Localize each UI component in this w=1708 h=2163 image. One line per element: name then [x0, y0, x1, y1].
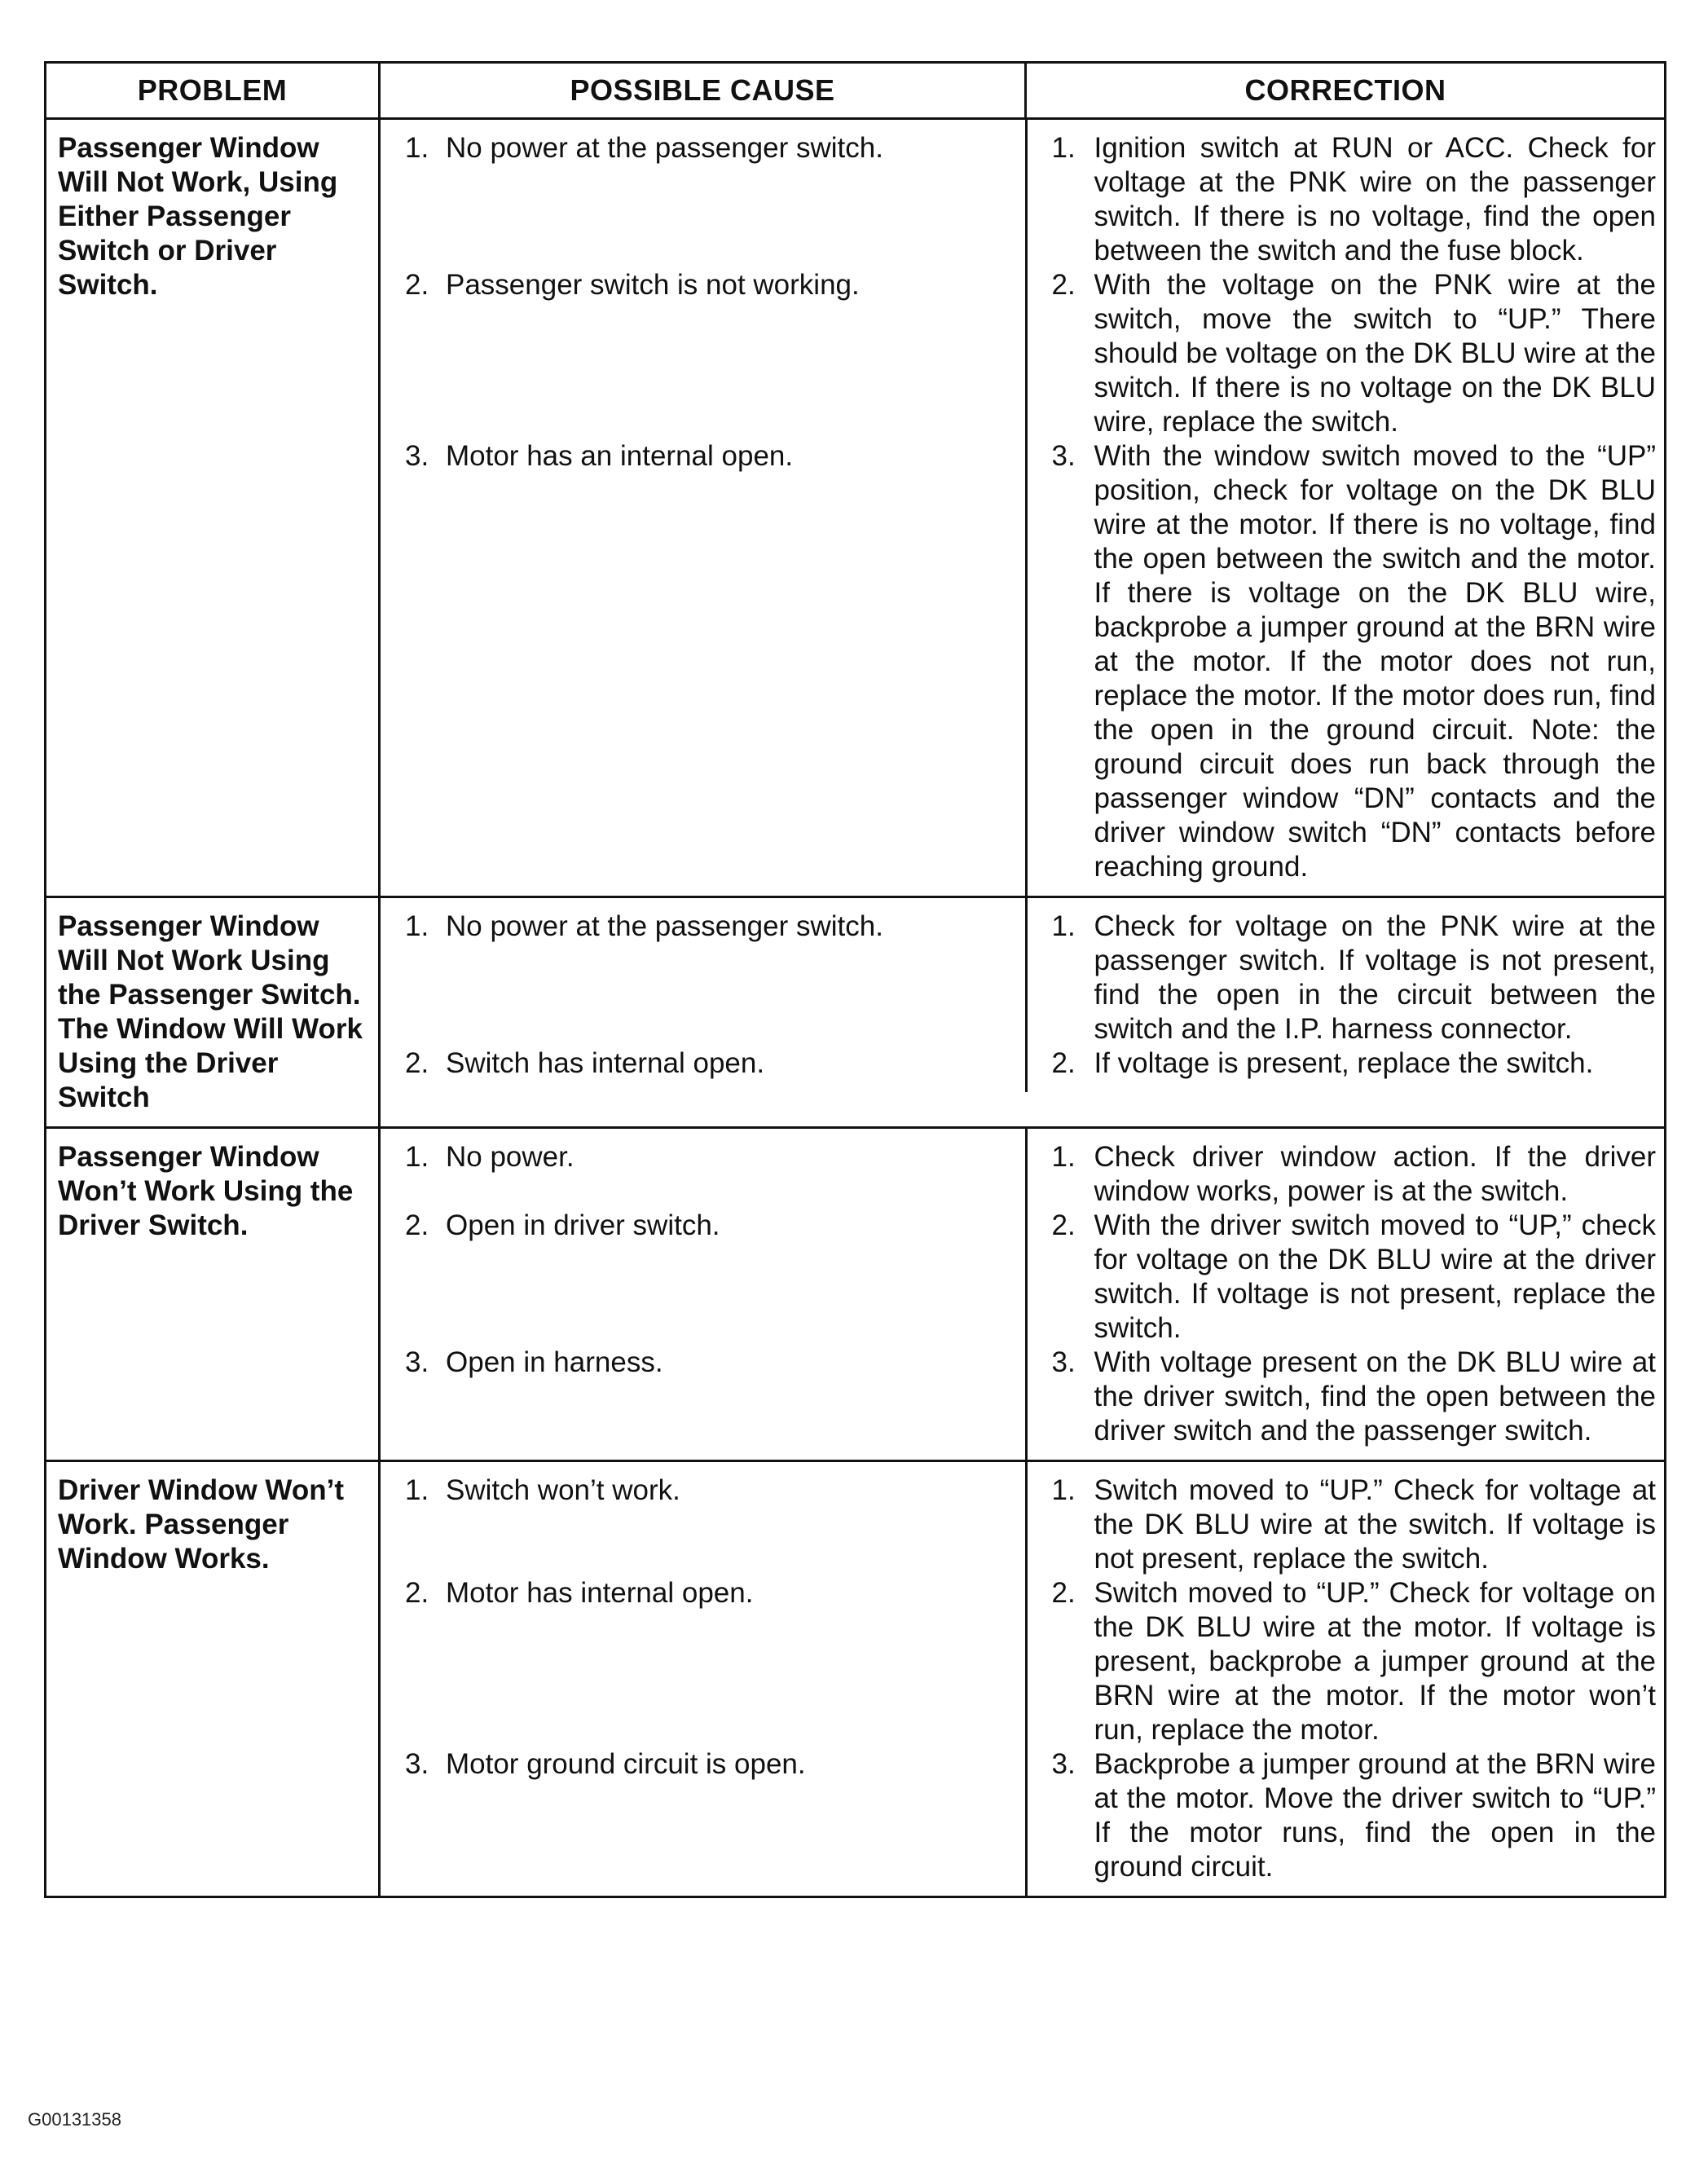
possible-cause	[381, 1576, 1025, 1747]
cause-number: 1.	[405, 1141, 429, 1173]
cause-number: 3.	[405, 1346, 429, 1378]
cause-correction-pair	[381, 910, 1664, 1046]
correction-number: 2.	[1051, 1209, 1076, 1241]
cause-text: No power at the passenger switch.	[446, 910, 883, 942]
correction-text: Check driver window action. If the driver window works, power is at the switch.	[1094, 1141, 1656, 1207]
table-body	[46, 119, 1666, 1897]
cause-correction-cell	[380, 119, 1666, 897]
cause-number: 2.	[405, 1577, 429, 1609]
correction	[1025, 268, 1664, 439]
correction-text: If voltage is present, replace the switch.	[1094, 1047, 1594, 1079]
column-divider	[1025, 898, 1028, 1092]
header-problem: PROBLEM	[46, 63, 380, 119]
cause-correction-pair	[381, 1140, 1664, 1209]
cause-number: 2.	[405, 269, 429, 301]
cause-correction-pair	[381, 1346, 1664, 1448]
cause-number: 1.	[405, 1474, 429, 1506]
column-divider	[1025, 120, 1028, 896]
column-divider	[1025, 1462, 1028, 1896]
column-divider	[1025, 1129, 1028, 1460]
table-row	[46, 1128, 1666, 1461]
cause-text: Open in driver switch.	[446, 1209, 720, 1241]
correction-number: 1.	[1051, 1474, 1076, 1506]
figure-code: G00131358	[28, 2109, 121, 2130]
correction-text: Switch moved to “UP.” Check for voltage on the DK BLU wire at the motor. If voltage is present, backprobe a jumper ground at the BRN wire at the motor. If the motor won’t run, replace the motor.	[1094, 1577, 1656, 1746]
problem-cell: Passenger Window Will Not Work, Using Either Passenger Switch or Driver Switch.	[46, 119, 380, 897]
header-possible-cause: POSSIBLE CAUSE	[380, 63, 1026, 119]
table-row	[46, 1461, 1666, 1897]
correction	[1025, 439, 1664, 884]
header-row	[46, 63, 1666, 119]
cause-text: Switch has internal open.	[446, 1047, 765, 1079]
cause-correction-pair	[381, 1747, 1664, 1884]
correction-number: 2.	[1051, 1577, 1076, 1609]
correction	[1025, 1576, 1664, 1747]
correction	[1025, 1140, 1664, 1209]
cause-correction-pair	[381, 268, 1664, 439]
cause-text: Motor has internal open.	[446, 1577, 754, 1609]
cause-text: No power.	[446, 1141, 574, 1173]
possible-cause	[381, 1046, 1025, 1081]
problem-cell: Passenger Window Won’t Work Using the Driver Switch.	[46, 1128, 380, 1461]
correction	[1025, 1346, 1664, 1448]
correction	[1025, 131, 1664, 268]
correction-number: 3.	[1051, 1346, 1076, 1378]
correction-text: With the window switch moved to the “UP” position, check for voltage on the DK BLU wire at the motor. If there is no voltage, find the open between the switch and the motor. If there is voltage on the DK BLU wire, backprobe a jumper ground at the BRN wire at the motor. If the motor does not run, replace the motor. If the motor does run, find the open in the ground circuit. Note: the ground circuit does run back through the passenger window “DN” contacts and the driver window switch “DN” contacts before reaching ground.	[1094, 440, 1656, 883]
cause-correction-pair	[381, 439, 1664, 884]
cause-text: Switch won’t work.	[446, 1474, 680, 1506]
cause-text: Open in harness.	[446, 1346, 663, 1378]
correction	[1025, 1209, 1664, 1346]
cause-number: 1.	[405, 132, 429, 164]
cause-correction-cell	[380, 897, 1666, 1128]
correction-text: Backprobe a jumper ground at the BRN wire at the motor. Move the driver switch to “UP.” If the motor runs, find the open in the ground circuit.	[1094, 1748, 1656, 1883]
cause-number: 2.	[405, 1209, 429, 1241]
cause-text: Motor ground circuit is open.	[446, 1748, 806, 1780]
cause-number: 1.	[405, 910, 429, 942]
possible-cause	[381, 1209, 1025, 1346]
correction-number: 2.	[1051, 269, 1076, 301]
cause-correction-pair	[381, 1474, 1664, 1576]
problem-cell: Passenger Window Will Not Work Using the Passenger Switch. The Window Will Work Using the Driver Switch	[46, 897, 380, 1128]
cause-number: 3.	[405, 440, 429, 472]
correction-text: With the driver switch moved to “UP,” check for voltage on the DK BLU wire at the driver switch. If voltage is not present, replace the switch.	[1094, 1209, 1656, 1344]
cause-number: 3.	[405, 1748, 429, 1780]
possible-cause	[381, 131, 1025, 268]
cause-correction-pair	[381, 1576, 1664, 1747]
possible-cause	[381, 1346, 1025, 1448]
correction	[1025, 1747, 1664, 1884]
correction-number: 3.	[1051, 1748, 1076, 1780]
possible-cause	[381, 910, 1025, 1046]
cause-correction-cell	[380, 1461, 1666, 1897]
cause-text: Passenger switch is not working.	[446, 269, 860, 301]
correction-number: 1.	[1051, 132, 1076, 164]
possible-cause	[381, 1140, 1025, 1209]
cause-number: 2.	[405, 1047, 429, 1079]
correction-number: 1.	[1051, 910, 1076, 942]
possible-cause	[381, 1747, 1025, 1884]
header-correction: CORRECTION	[1026, 63, 1666, 119]
possible-cause	[381, 268, 1025, 439]
table-row	[46, 897, 1666, 1128]
cause-text: No power at the passenger switch.	[446, 132, 883, 164]
correction	[1025, 1474, 1664, 1576]
cause-correction-pair	[381, 131, 1664, 268]
correction	[1025, 1046, 1664, 1081]
cause-correction-pair	[381, 1209, 1664, 1346]
correction-number: 3.	[1051, 440, 1076, 472]
correction-number: 2.	[1051, 1047, 1076, 1079]
correction-text: With voltage present on the DK BLU wire at the driver switch, find the open between the driver switch and the passenger switch.	[1094, 1346, 1656, 1447]
correction-text: Check for voltage on the PNK wire at the passenger switch. If voltage is not present, find the open in the circuit between the switch and the I.P. harness connector.	[1094, 910, 1656, 1045]
cause-correction-pair	[381, 1046, 1664, 1081]
problem-cell: Driver Window Won’t Work. Passenger Window Works.	[46, 1461, 380, 1897]
cause-text: Motor has an internal open.	[446, 440, 794, 472]
possible-cause	[381, 1474, 1025, 1576]
possible-cause	[381, 439, 1025, 884]
correction-text: Ignition switch at RUN or ACC. Check for voltage at the PNK wire on the passenger switch. If there is no voltage, find the open between the switch and the fuse block.	[1094, 132, 1656, 267]
correction-text: With the voltage on the PNK wire at the switch, move the switch to “UP.” There should be voltage on the DK BLU wire at the switch. If there is no voltage on the DK BLU wire, replace the switch.	[1094, 269, 1656, 438]
cause-correction-cell	[380, 1128, 1666, 1461]
correction	[1025, 910, 1664, 1046]
table-row	[46, 119, 1666, 897]
correction-text: Switch moved to “UP.” Check for voltage at the DK BLU wire at the switch. If voltage is not present, replace the switch.	[1094, 1474, 1656, 1575]
troubleshooting-table	[44, 61, 1666, 1898]
correction-number: 1.	[1051, 1141, 1076, 1173]
